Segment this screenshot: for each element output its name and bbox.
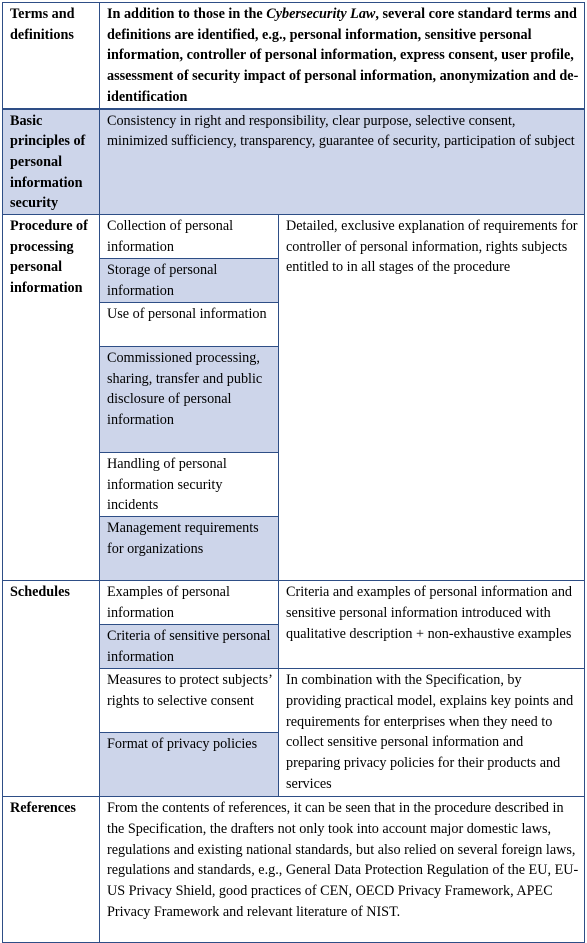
- row-label-schedules: Schedules: [3, 581, 100, 797]
- procedure-item: Storage of personal information: [100, 259, 279, 303]
- row-terms: [3, 3, 585, 109]
- row-label-principles: Basic principles of personal information security: [3, 109, 100, 215]
- schedules-note-2: In combination with the Specification, by providing practical model, explains key points and requirements for enterprises when they need to collect sensitive personal information and preparing privacy policies for their products and services: [279, 669, 585, 797]
- specification-table: [2, 2, 585, 943]
- row-references: [3, 797, 585, 943]
- procedure-item: Use of personal information: [100, 303, 279, 347]
- principles-content: Consistency in right and responsibility, clear purpose, selective consent, minimized sufficiency, transparency, guarantee of security, participation of subject: [100, 109, 585, 215]
- terms-law-name: Cybersecurity Law: [266, 6, 376, 22]
- row-schedules-1: [3, 581, 585, 625]
- schedule-item: Measures to protect subjects’ rights to selective consent: [100, 669, 279, 733]
- schedule-item: Examples of personal information: [100, 581, 279, 625]
- schedule-item: Criteria of sensitive personal information: [100, 625, 279, 669]
- terms-text-1: In addition to those in the: [107, 6, 267, 22]
- row-principles: [3, 109, 585, 215]
- procedure-item: Collection of personal information: [100, 215, 279, 259]
- procedure-note: Detailed, exclusive explanation of requirements for controller of personal information, rights subjects entitled to in all stages of the procedure: [279, 215, 585, 581]
- row-procedure-1: [3, 215, 585, 259]
- terms-text-2: , several core standard terms and definitions are identified, e.g., personal information, sensitive personal information, controller of personal information, express consent, user profile, assessment of security impact of personal information, anonymization and de-identification: [107, 6, 579, 105]
- row-label-procedure: Procedure of processing personal information: [3, 215, 100, 581]
- procedure-item: Commissioned processing, sharing, transfer and public disclosure of personal information: [100, 347, 279, 453]
- row-label-terms: Terms and definitions: [3, 3, 100, 109]
- schedule-item: Format of privacy policies: [100, 733, 279, 797]
- terms-content: [100, 3, 585, 109]
- schedules-note-1: Criteria and examples of personal information and sensitive personal information introduced with qualitative description + non-exhaustive examples: [279, 581, 585, 669]
- row-label-references: References: [3, 797, 100, 943]
- procedure-item: Handling of personal information security incidents: [100, 453, 279, 517]
- procedure-item: Management requirements for organizations: [100, 517, 279, 581]
- references-content: From the contents of references, it can be seen that in the procedure described in the Specification, the drafters not only took into account major domestic laws, regulations and existing national standards, but also relied on several foreign laws, regulations and standards, e.g., General Data Protection Regulation of the EU, EU-US Privacy Shield, good practices of CEN, OECD Privacy Framework, APEC Privacy Framework and relevant literature of NIST.: [100, 797, 585, 943]
